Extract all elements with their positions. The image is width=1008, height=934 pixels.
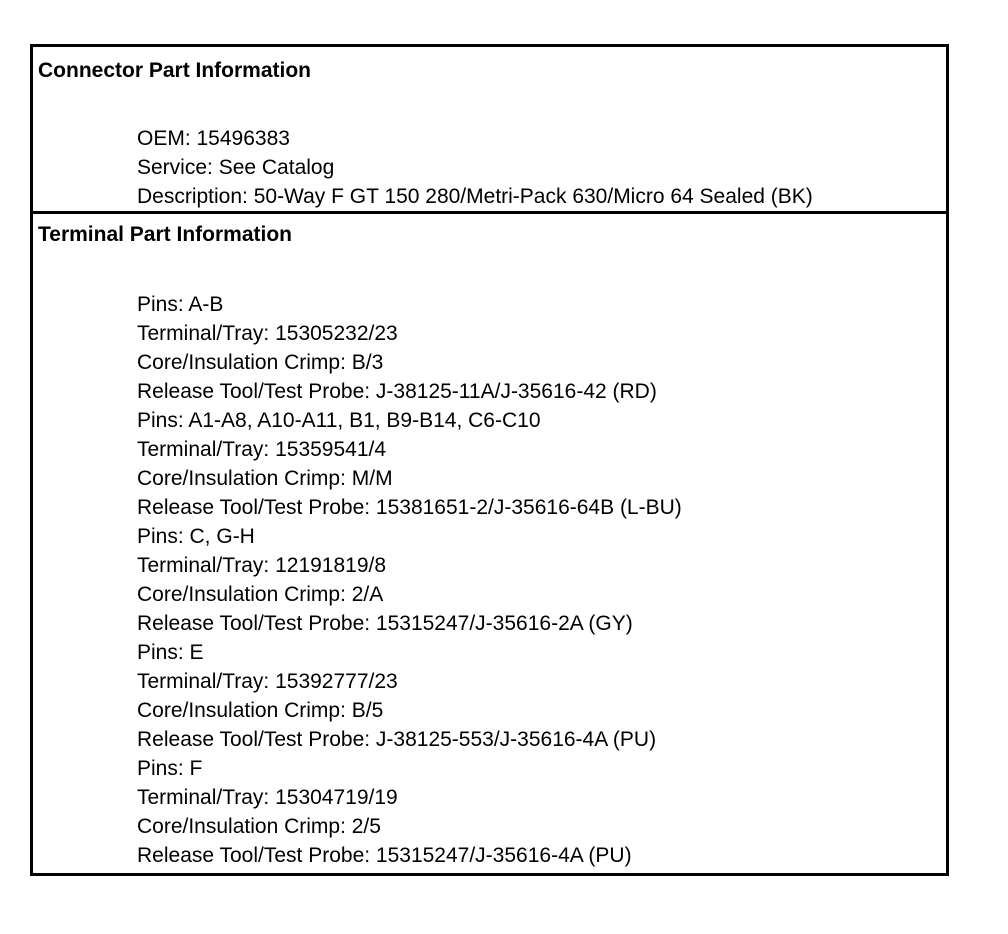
terminal-line: Core/Insulation Crimp: B/3 — [137, 351, 384, 374]
connector-part-lines — [137, 124, 813, 211]
terminal-line: Release Tool/Test Probe: 15315247/J-35616-2A (GY) — [137, 612, 633, 635]
terminal-line: Core/Insulation Crimp: 2/5 — [137, 815, 381, 838]
part-info-table — [30, 44, 949, 876]
terminal-line: Pins: A-B — [137, 293, 224, 316]
terminal-line: Terminal/Tray: 15392777/23 — [137, 670, 398, 693]
terminal-line: Terminal/Tray: 15359541/4 — [137, 438, 387, 461]
terminal-line: Pins: C, G-H — [137, 525, 255, 548]
terminal-line: Core/Insulation Crimp: M/M — [137, 467, 393, 490]
terminal-line: Release Tool/Test Probe: J-38125-553/J-35616-4A (PU) — [137, 728, 657, 751]
terminal-line: Terminal/Tray: 15305232/23 — [137, 322, 398, 345]
connector-service-line: Service: See Catalog — [137, 156, 335, 179]
terminal-line: Core/Insulation Crimp: 2/A — [137, 583, 384, 606]
terminal-part-title: Terminal Part Information — [38, 223, 292, 246]
terminal-line: Release Tool/Test Probe: J-38125-11A/J-35616-42 (RD) — [137, 380, 657, 403]
connector-part-title: Connector Part Information — [38, 59, 312, 82]
connector-description-line: Description: 50-Way F GT 150 280/Metri-Pack 630/Micro 64 Sealed (BK) — [137, 185, 813, 208]
terminal-line: Terminal/Tray: 12191819/8 — [137, 554, 387, 577]
connector-oem-line: OEM: 15496383 — [137, 127, 290, 150]
terminal-part-section — [33, 214, 946, 873]
terminal-line: Pins: F — [137, 757, 203, 780]
terminal-line: Core/Insulation Crimp: B/5 — [137, 699, 384, 722]
terminal-part-lines — [137, 290, 682, 870]
connector-part-section — [33, 47, 946, 214]
terminal-line: Pins: A1-A8, A10-A11, B1, B9-B14, C6-C10 — [137, 409, 541, 432]
terminal-line: Release Tool/Test Probe: 15381651-2/J-35616-64B (L-BU) — [137, 496, 682, 519]
terminal-line: Terminal/Tray: 15304719/19 — [137, 786, 398, 809]
terminal-line: Pins: E — [137, 641, 204, 664]
terminal-line: Release Tool/Test Probe: 15315247/J-35616-4A (PU) — [137, 844, 632, 867]
